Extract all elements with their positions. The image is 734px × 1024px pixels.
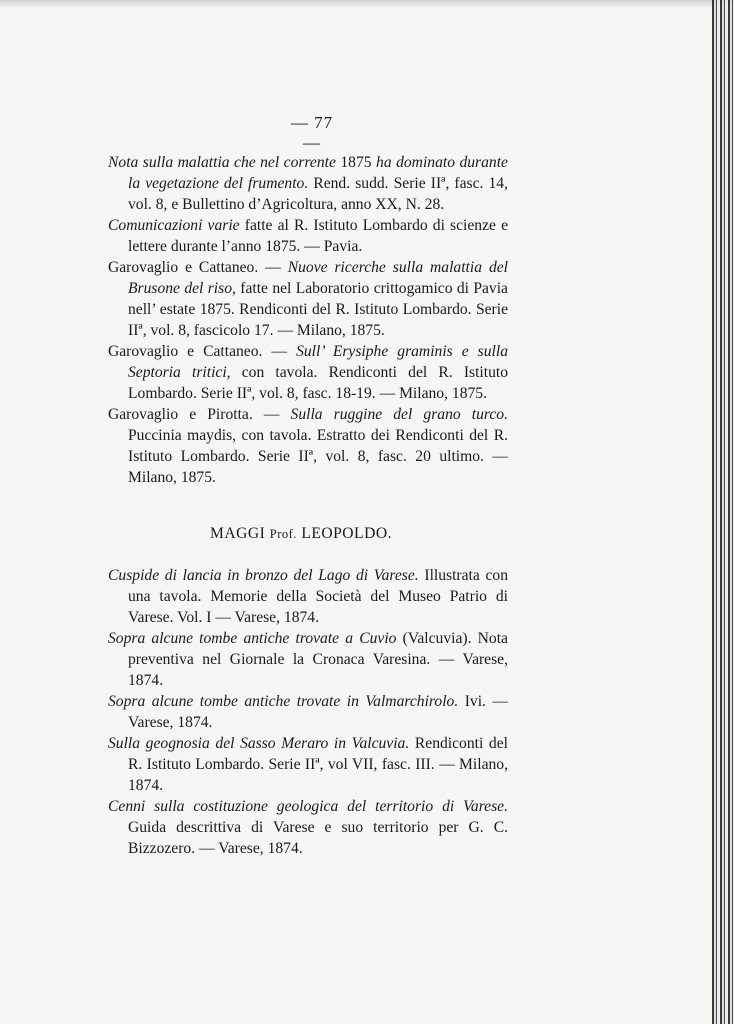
bibliography-entry: [108, 404, 508, 488]
bibliography-entry: [108, 152, 508, 215]
bibliography-entry: [108, 628, 508, 691]
entry-title: Sull’ Erysiphe graminis e sulla Septoria tritici,: [128, 343, 509, 381]
bibliography-entry: [108, 691, 508, 733]
entry-text: fatte nel Laboratorio crittogamico di Pavia nell’ estate 1875. Rendiconti del R. Istituto Lombardo. Serie IIª, vol. 8, fascicolo 17. — Milano, 1875.: [128, 280, 508, 339]
page-top-edge: [0, 0, 734, 8]
bibliography-entry: [108, 215, 508, 257]
bibliography-entry: [108, 565, 508, 628]
bibliography-entry: [108, 733, 508, 796]
entry-title: Comunicazioni varie: [108, 217, 240, 234]
bibliography-entry: [108, 257, 508, 341]
entry-title: Sopra alcune tombe antiche trovate in Valmarchirolo.: [108, 693, 459, 710]
entry-title-rest: ha dominato durante la vegetazione del frumento.: [128, 154, 508, 192]
entry-text: Illustrata con una tavola. Memorie della Società del Museo Patrio di Varese. Vol. I — Varese, 1874.: [128, 567, 508, 626]
entry-title-year: 1875: [340, 154, 372, 171]
entry-title: Sulla ruggine del grano turco.: [290, 406, 508, 423]
page-binding-edge: [712, 0, 734, 1024]
entry-text: Ivi. — Varese, 1874.: [128, 693, 509, 731]
heading-title: Prof.: [269, 527, 297, 541]
entry-authors: Garovaglio e Pirotta. —: [108, 406, 280, 423]
bibliography-entry: [108, 341, 508, 404]
heading-given-name: LEOPOLDO.: [301, 525, 393, 542]
entry-title: Cuspide di lancia in bronzo del Lago di Varese.: [108, 567, 419, 584]
entry-text: Rendiconti del R. Istituto Lombardo. Serie IIª, vol VII, fasc. III. — Milano, 1874.: [128, 735, 508, 794]
entry-title: Nota sulla malattia che nel corrente: [108, 154, 336, 171]
entry-title: Sulla geognosia del Sasso Meraro in Valcuvia.: [108, 735, 410, 752]
entry-text: Puccinia maydis, con tavola. Estratto dei Rendiconti del R. Istituto Lombardo. Serie IIª, vol. 8, fasc. 20 ultimo. — Milano, 1875.: [128, 427, 508, 486]
bibliography-list-bottom: [108, 565, 508, 859]
page-number: — 77 —: [290, 113, 334, 152]
entry-text: fatte al R. Istituto Lombardo di scienze e lettere durante l’anno 1875. — Pavia.: [128, 217, 508, 255]
entry-text: (Valcuvia). Nota preventiva nel Giornale la Cronaca Varesina. — Varese, 1874.: [128, 630, 508, 689]
entry-title: Nuove ricerche sulla malattia del Brusone del riso,: [128, 259, 508, 297]
entry-authors: Garovaglio e Cattaneo. —: [108, 259, 281, 276]
bibliography-list-top: [108, 152, 508, 488]
entry-title: Sopra alcune tombe antiche trovate a Cuvio: [108, 630, 397, 647]
heading-surname: MAGGI: [210, 525, 266, 542]
entry-text: Guida descrittiva di Varese e suo territorio per G. C. Bizzozero. — Varese, 1874.: [128, 819, 508, 857]
bibliography-entry: [108, 796, 508, 859]
entry-title: Cenni sulla costituzione geologica del territorio di Varese.: [108, 798, 508, 815]
entry-text: Rend. sudd. Serie IIª, fasc. 14, vol. 8, e Bullettino d’Agricoltura, anno XX, N. 28.: [128, 175, 508, 213]
entry-authors: Garovaglio e Cattaneo. —: [108, 343, 288, 360]
entry-text: con tavola. Rendiconti del R. Istituto Lombardo. Serie IIª, vol. 8, fasc. 18-19. — Milano, 1875.: [128, 364, 508, 402]
section-heading: [210, 525, 392, 543]
